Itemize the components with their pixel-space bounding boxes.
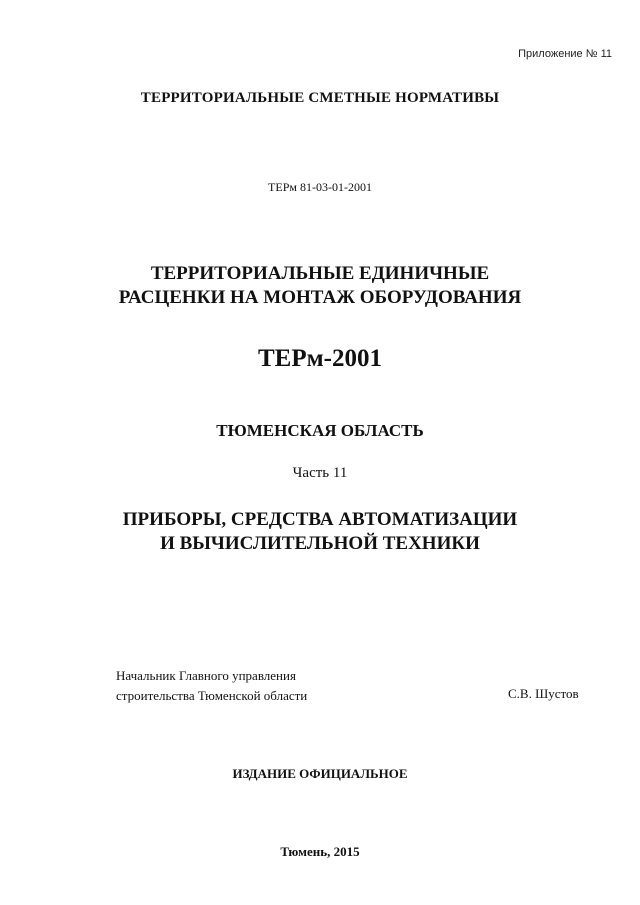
signatory-position-line-2: строительства Тюменской области	[116, 688, 308, 703]
document-abbreviation: ТЕРм-2001	[258, 345, 382, 372]
signatory-name: С.В. Шустов	[508, 686, 579, 701]
signatory-position	[116, 666, 307, 706]
document-code: ТЕРм 81-03-01-2001	[268, 180, 372, 194]
document-part: Часть 11	[292, 465, 348, 481]
document-header: ТЕРРИТОРИАЛЬНЫЕ СМЕТНЫЕ НОРМАТИВЫ	[140, 90, 500, 106]
city-year: Тюмень, 2015	[280, 844, 360, 859]
document-title	[0, 262, 640, 310]
document-title-line-1: ТЕРРИТОРИАЛЬНЫЕ ЕДИНИЧНЫЕ	[150, 263, 490, 284]
document-region: ТЮМЕНСКАЯ ОБЛАСТЬ	[216, 421, 424, 440]
document-subtitle-line-2: И ВЫЧИСЛИТЕЛЬНОЙ ТЕХНИКИ	[160, 533, 480, 554]
document-subtitle	[0, 508, 640, 556]
edition-label: ИЗДАНИЕ ОФИЦИАЛЬНОЕ	[232, 766, 408, 781]
document-title-line-2: РАСЦЕНКИ НА МОНТАЖ ОБОРУДОВАНИЯ	[118, 287, 522, 308]
document-subtitle-line-1: ПРИБОРЫ, СРЕДСТВА АВТОМАТИЗАЦИИ	[122, 509, 518, 530]
annex-label: Приложение № 11	[518, 48, 612, 60]
signatory-position-line-1: Начальник Главного управления	[116, 668, 296, 683]
